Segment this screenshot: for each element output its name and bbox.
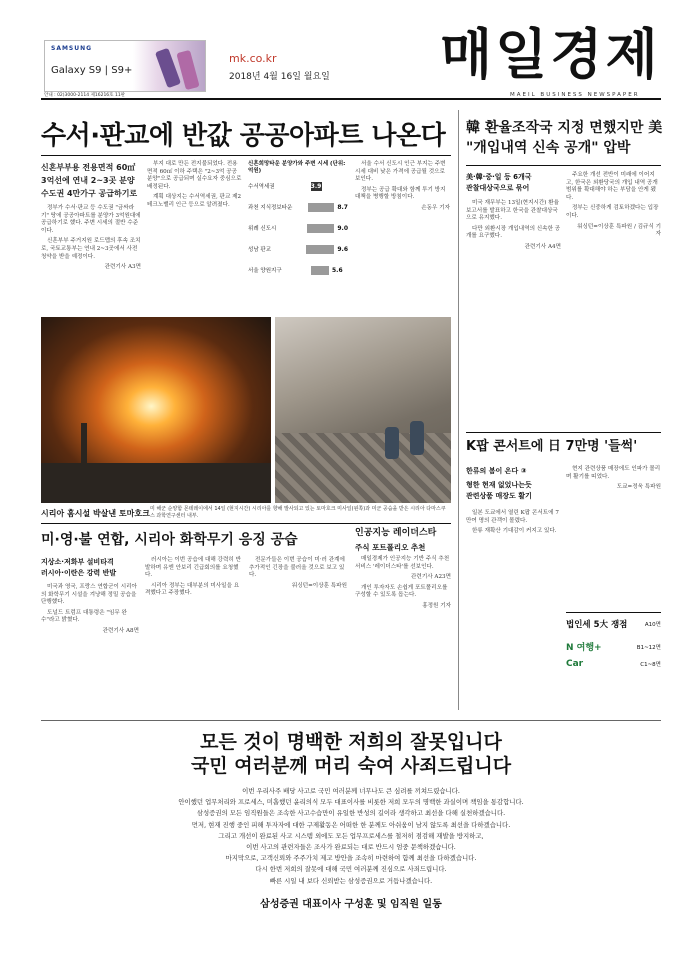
apology-top-rule [41, 720, 661, 721]
syria-deck-2: 러시아·이란은 강력 반발 [41, 569, 117, 577]
apology-signature: 삼성증권 대표이사 구성훈 및 임직원 일동 [260, 898, 442, 910]
apology-line: 삼성증권의 모든 임직원들은 조속한 사고수습만이 유일한 반성의 길이라 생각하고 최선을 다해 실천하겠습니다. [196, 809, 506, 818]
syria-body-p1: 미국과 영국, 프랑스 연합군이 시리아의 화학무기 시설을 겨냥해 정밀 공습을 단행했다. [41, 584, 137, 606]
fx-deck [466, 172, 561, 194]
chart-row-label: 과천 지식정보타운 [248, 204, 293, 211]
chart-title: 신혼희망타운 분양가와 주변 시세 (단위: 억원) [248, 161, 346, 174]
fx-deck-1: 美·韓·중·일 등 6개국 [466, 173, 532, 181]
apology-ad [41, 728, 661, 928]
index-title-row[interactable] [566, 618, 661, 630]
photo-rule [41, 523, 451, 524]
ai-deck: 주식 포트폴리오 추천 [355, 543, 426, 552]
lead-deck-line-1: 신혼부부용 전용면적 60㎡ [41, 163, 136, 172]
fx-related: 관련기사 A4면 [524, 243, 561, 250]
syria-body-col-1 [41, 584, 139, 639]
apology-line: 빠른 시일 내 보다 신뢰받는 삼성증권으로 거듭나겠습니다. [269, 876, 433, 885]
index-page-3: C1~8면 [640, 662, 661, 668]
index-row-2[interactable] [566, 640, 661, 653]
chart-row [248, 264, 348, 277]
chart-row [248, 201, 348, 214]
lead-headline[interactable]: 수서·판교에 반값 공공아파트 나온다 [41, 121, 446, 151]
photo-damaged-building [275, 317, 451, 503]
ai-body [355, 556, 451, 614]
lead-related: 관련기사 A3면 [104, 264, 141, 271]
ai-headline[interactable]: 인공지능 레이더스타 [355, 528, 437, 538]
soldier-figure-2 [410, 421, 424, 455]
ai-byline: 홍정원 기자 [422, 602, 451, 609]
ship-mast [81, 423, 87, 463]
apology-line: 이번 사고의 관련자들은 조사가 완료되는 대로 반드시 엄중 문책하겠습니다. [246, 843, 456, 852]
column-divider [458, 110, 459, 710]
kpop-body-p1: 일본 도쿄에서 열린 K팝 콘서트에 7만여 명의 관객이 몰렸다. [466, 510, 559, 524]
apology-line: 다시 한번 저희의 잘못에 대해 국민 여러분께 진심으로 사죄드립니다. [255, 865, 447, 874]
rubble [275, 433, 451, 503]
phone-image-2 [176, 50, 199, 90]
lead-body-col-1 [41, 205, 141, 275]
ad-brand: SAMSUNG [51, 45, 93, 52]
apology-line: 이번 우리사주 배당 사고로 국민 여러분께 너무나도 큰 심려를 끼쳐드렸습니다. [242, 787, 460, 795]
issue-date: 2018년 4월 16일 월요일 [229, 72, 330, 82]
lead-body2-p2: 계획 대상지는 수서역세권, 판교 제2테크노밸리 인근 등으로 알려졌다. [147, 194, 242, 208]
kpop-deck-2: 관련상품 매장도 활기 [466, 492, 532, 500]
chart-row-label: 위례 신도시 [248, 225, 277, 232]
fx-body-p1: 미국 재무부는 13일(현지시간) 환율보고서를 발표하고 한국을 관찰대상국으로 유지했다. [466, 200, 560, 222]
index-row-3[interactable] [566, 659, 661, 669]
ai-body-p1: 매일경제가 인공지능 기반 주식 추천 서비스 '레이더스타'를 선보인다. [355, 556, 450, 570]
lead-deck [41, 161, 141, 200]
chart-bar [306, 245, 334, 254]
ship-silhouette [41, 463, 271, 503]
kpop-series: 한류의 봄이 온다 ③ [466, 467, 527, 475]
info-line: 안내 : 02)3000-2114 제16216호 11판 [44, 93, 126, 98]
fx-deck-2: 관찰대상국으로 묶어 [466, 184, 530, 192]
kpop-body-col-1 [466, 510, 561, 539]
price-chart [248, 161, 348, 309]
syria-related: 관련기사 A8면 [102, 627, 139, 634]
chart-bar-value: 9.6 [337, 246, 348, 253]
chart-row-label: 성남 판교 [248, 246, 272, 253]
ai-body2-p1: 개인 투자자도 손쉽게 포트폴리오를 구성할 수 있도록 돕는다. [355, 584, 448, 599]
kpop-body-p2: 한류 재확산 기대감이 커지고 있다. [472, 528, 557, 535]
lead-byline: 손동우 기자 [421, 204, 450, 211]
chart-bar [311, 266, 329, 275]
ai-related: 관련기사 A23면 [411, 574, 451, 581]
kpop-byline: 도쿄=정욱 특파원 [616, 484, 661, 491]
chart-bar [307, 224, 334, 233]
lead-body-p2: 신혼부부 주거지원 로드맵의 후속 조치로, 국토교통부는 연내 2~3곳에서 사전청약을 받을 예정이다. [41, 238, 141, 260]
photo-caption-title: 시리아 홈시설 박살낸 토마호크 [41, 509, 150, 518]
kpop-deck [466, 480, 561, 502]
syria-byline: 워싱턴=이상훈 특파원 [291, 582, 347, 589]
newspaper-title: 매일경제 [440, 23, 661, 86]
soldier-figure [385, 427, 399, 459]
ad-product: Galaxy S9 | S9+ [51, 65, 133, 76]
syria-body3-p1: 전문가들은 이번 공습이 미·러 관계에 추가적인 긴장을 불러올 것으로 보고 있다. [249, 557, 345, 579]
apology-line: 그리고 개선이 완료된 사고 시스템 외에도 모든 업무프로세스를 철저히 점검해 재발을 방지하고, [218, 831, 484, 840]
fx-body-col-2 [566, 172, 661, 242]
syria-body-p2: 도널드 트럼프 대통령은 "임무 완수"라고 밝혔다. [41, 609, 127, 624]
syria-body-col-3 [249, 557, 347, 593]
apology-line: 안이했던 업무처리와 프로세스, 미흡했던 윤리의식 모두 대표이사를 비롯한 저희 모두의 명백한 과실이며 책임을 통감합니다. [178, 798, 524, 807]
chart-rows [248, 180, 348, 277]
masthead-rule [41, 98, 661, 100]
lead-body-col-3 [355, 161, 450, 216]
lead-rule [41, 155, 451, 156]
chart-row-label: 수서역세권 [248, 183, 275, 190]
newspaper-subtitle: MAEIL BUSINESS NEWSPAPER [510, 92, 640, 98]
site-url[interactable]: mk.co.kr [229, 52, 277, 65]
section-car-label: Car [566, 659, 584, 669]
syria-body-col-2 [145, 557, 243, 601]
fx-body2-p1: 주요한 개선 전반이 미래에 이어지고, 한국은 외환당국의 개입 내역 공개 범위를 확대해야 하는 부담을 안게 됐다. [566, 172, 658, 201]
kpop-body-col-2 [566, 466, 661, 495]
index-box [566, 612, 661, 693]
lead-body-p1: 정부가 수서·판교 등 수도권 "금싸라기" 땅에 공공아파트를 분양가 3억원대에 공급하기로 했다. 주변 시세의 절반 수준이다. [41, 205, 141, 234]
syria-headline[interactable]: 미·영·불 연합, 시리아 화학무기 응징 공습 [41, 532, 298, 548]
chart-row-label: 서울 양원지구 [248, 267, 282, 274]
chart-bar-value: 9.0 [337, 225, 348, 232]
top-ad [44, 40, 206, 92]
kpop-rule-top [466, 432, 661, 433]
lead-body3-p2: 정부는 공급 확대와 함께 투기 방지 대책을 병행할 방침이다. [355, 186, 446, 201]
chart-bar [308, 203, 335, 212]
fx-body-col-1 [466, 200, 561, 255]
kpop-headline[interactable]: K팝 콘서트에 日 7만명 '들썩' [466, 439, 638, 454]
chart-bar-value: 5.6 [332, 267, 343, 274]
lead-body3-p1: 서울 수서 신도시 인근 부지는 주변 시세 대비 낮은 가격에 공급될 것으로 보인다. [355, 161, 446, 183]
fx-rule [466, 165, 661, 166]
fx-body2-p2: 정부는 신중하게 검토하겠다는 입장이다. [566, 205, 659, 219]
index-page-2: B1~12면 [636, 644, 661, 651]
photo-tomahawk-launch [41, 317, 271, 503]
apology-line: 마지막으로, 고객신뢰와 주주가치 제고 방안을 조속히 마련하여 함께 최선을 다하겠습니다. [225, 854, 477, 863]
fx-byline: 워싱턴=이상훈 특파원 / 김규식 기자 [577, 223, 661, 238]
index-title: 법인세 5大 쟁점 [566, 620, 628, 630]
chart-row [248, 243, 348, 256]
chart-row [248, 222, 348, 235]
apology-line: 먼저, 현재 진행 중인 피해 투자자에 대한 구제활동은 어떠한 한 분께도 아쉬움이 남지 않도록 최선을 다하겠습니다. [191, 820, 511, 829]
lead-deck-line-2: 3억선에 연내 2~3곳 분양 [41, 176, 135, 185]
chart-bar-value: 2.9~3.9 [295, 183, 322, 190]
kpop-body2-p1: 현지 관련상품 매장에도 인파가 몰리며 활기를 띠었다. [566, 466, 661, 480]
syria-deck-1: 지상소·저화부 설비타격 [41, 558, 114, 566]
fx-body-p2: 다만 외환시장 개입내역의 신속한 공개를 요구했다. [466, 225, 561, 240]
chart-row [248, 180, 348, 193]
apology-headline-1: 모든 것이 명백한 저희의 잘못입니다 [200, 731, 502, 753]
chart-bar-value: 8.7 [337, 204, 348, 211]
syria-body2-p2: 시리아 정부는 대부분의 미사일을 요격했다고 주장했다. [145, 582, 240, 597]
lead-deck-line-3: 수도권 4만가구 공급하기로 [41, 189, 138, 198]
apology-body [41, 786, 661, 887]
syria-deck [41, 557, 141, 579]
section-travel-label: N 여행+ [566, 643, 602, 653]
photo-caption-body: 미 해군 순양함 몬테레이에서 14일 (현지시간) 시리아를 향해 발사되고 있는 토마호크 미사일(왼쪽)과 미군 공습을 받은 시리아 다마스쿠스 과학연구센터 내부. [150, 506, 446, 519]
lead-body-col-2 [147, 161, 242, 213]
lead-body2-p1: 부지 대로 만든 전지불되었다. 전용면적 60㎡ 이하 주택은 "2~3억 공공분양"으로 공급되며 실수요자 중심으로 배정된다. [147, 161, 242, 190]
apology-headline-2: 국민 여러분께 머리 숙여 사죄드립니다 [190, 755, 512, 777]
kpop-deck-1: 형한 현재 없었나는듯 [466, 481, 532, 489]
fx-headline[interactable]: 韓 환율조작국 지정 면했지만 美 "개입내역 신속 공개" 압박 [466, 120, 663, 156]
syria-body2-p1: 러시아는 이번 공습에 대해 강력히 반발하며 유엔 안보리 긴급회의를 요청했다. [145, 557, 241, 579]
index-page-1: A10면 [644, 622, 661, 628]
